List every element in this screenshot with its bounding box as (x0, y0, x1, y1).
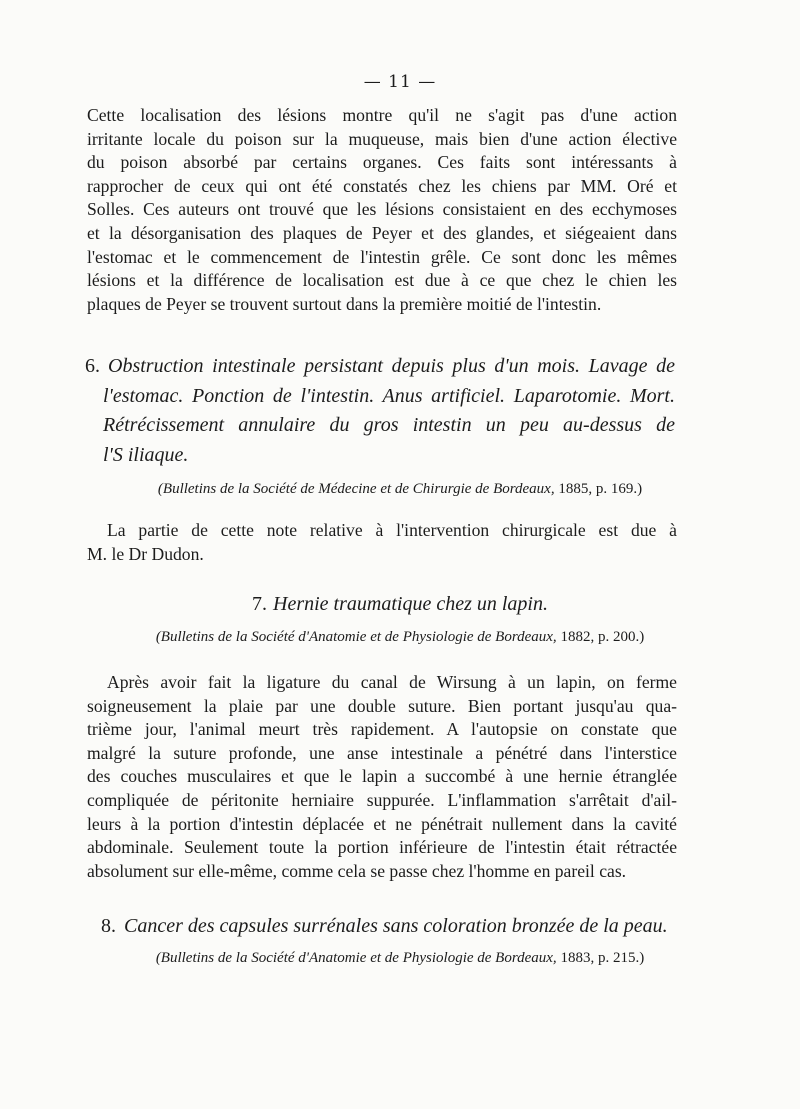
text-line: et la désorganisation des plaques de Peyer et des glandes, et siégeaient dans (87, 222, 677, 243)
text-line: l'estomac et le commencement de l'intestin grêle. Ce sont donc les mêmes (87, 246, 677, 267)
text-line: leurs à la portion d'intestin déplacée et ne pénétrait nullement dans la cavité (87, 813, 677, 834)
text-line: compliquée de péritonite herniaire suppurée. L'inflammation s'arrêtait d'ail- (87, 789, 677, 810)
heading-line: l'S iliaque. (103, 443, 189, 466)
page-number: — 11 — (363, 72, 437, 92)
text-line: Cette localisation des lésions montre qu'il ne s'agit pas d'une action (87, 105, 677, 125)
text-line: lésions et la différence de localisation est due à ce que chez le chien les (87, 270, 677, 291)
section-6-source: (Bulletins de la Société de Médecine et de Chirurgie de Bordeaux, 1885, p. 169.) (157, 481, 643, 497)
section-7-heading: 7. Hernie traumatique chez un lapin. (252, 593, 548, 615)
section-8-heading (101, 912, 673, 942)
text-line: Solles. Ces auteurs ont trouvé que les lésions consistaient en des ecchymoses (87, 199, 677, 220)
text-line: abdominale. Seulement toute la portion inférieure de l'intestin était rétractée (87, 837, 677, 858)
heading-line: Rétrécissement annulaire du gros intestin un peu au-dessus de (103, 414, 675, 436)
heading-line: 6. Obstruction intestinale persistant depuis plus d'un mois. Lavage de (85, 355, 675, 377)
section-number: 8. (101, 915, 116, 937)
paragraph-lesions (87, 104, 677, 316)
section-7-source: (Bulletins de la Société d'Anatomie et de Physiologie de Bordeaux, 1882, p. 200.) (155, 629, 645, 645)
text-line: La partie de cette note relative à l'intervention chirurgicale est due à (107, 520, 677, 540)
text-line: du poison absorbé par certains organes. Ces faits sont intéressants à (87, 152, 677, 173)
text-line: des couches musculaires et que le lapin a succombé à une hernie étranglée (87, 766, 677, 787)
section-7-paragraph (87, 671, 677, 883)
text-line: malgré la suture profonde, une anse intestinale a pénétré dans l'interstice (87, 742, 677, 763)
heading-line: l'estomac. Ponction de l'intestin. Anus artificiel. Laparotomie. Mort. (103, 384, 675, 407)
text-line: irritante locale du poison sur la muqueuse, mais bien d'une action élective (87, 128, 677, 149)
text-line: Après avoir fait la ligature du canal de Wirsung à un lapin, on ferme (107, 672, 677, 692)
heading-line: 8. Cancer des capsules surrénales sans coloration bronzée de la peau. (101, 915, 668, 937)
text-line: absolument sur elle-même, comme cela se passe chez l'homme en pareil cas. (87, 860, 627, 881)
text-line: M. le Dr Dudon. (87, 543, 204, 564)
section-number: 7. (252, 593, 268, 615)
section-6-heading (85, 352, 675, 470)
text-line: rapprocher de ceux qui ont été constatés chez les chiens par MM. Oré et (87, 175, 677, 196)
section-8-source: (Bulletins de la Société d'Anatomie et de Physiologie de Bordeaux, 1883, p. 215.) (155, 950, 645, 966)
text-line: soigneusement la plaie par une double suture. Bien portant jusqu'au qua- (87, 695, 677, 716)
section-6-paragraph (87, 519, 677, 566)
text-line: trième jour, l'animal meurt très rapidement. A l'autopsie on constate que (87, 719, 677, 740)
text-line: plaques de Peyer se trouvent surtout dans la première moitié de l'intestin. (87, 293, 602, 314)
section-number: 6. (85, 355, 100, 377)
